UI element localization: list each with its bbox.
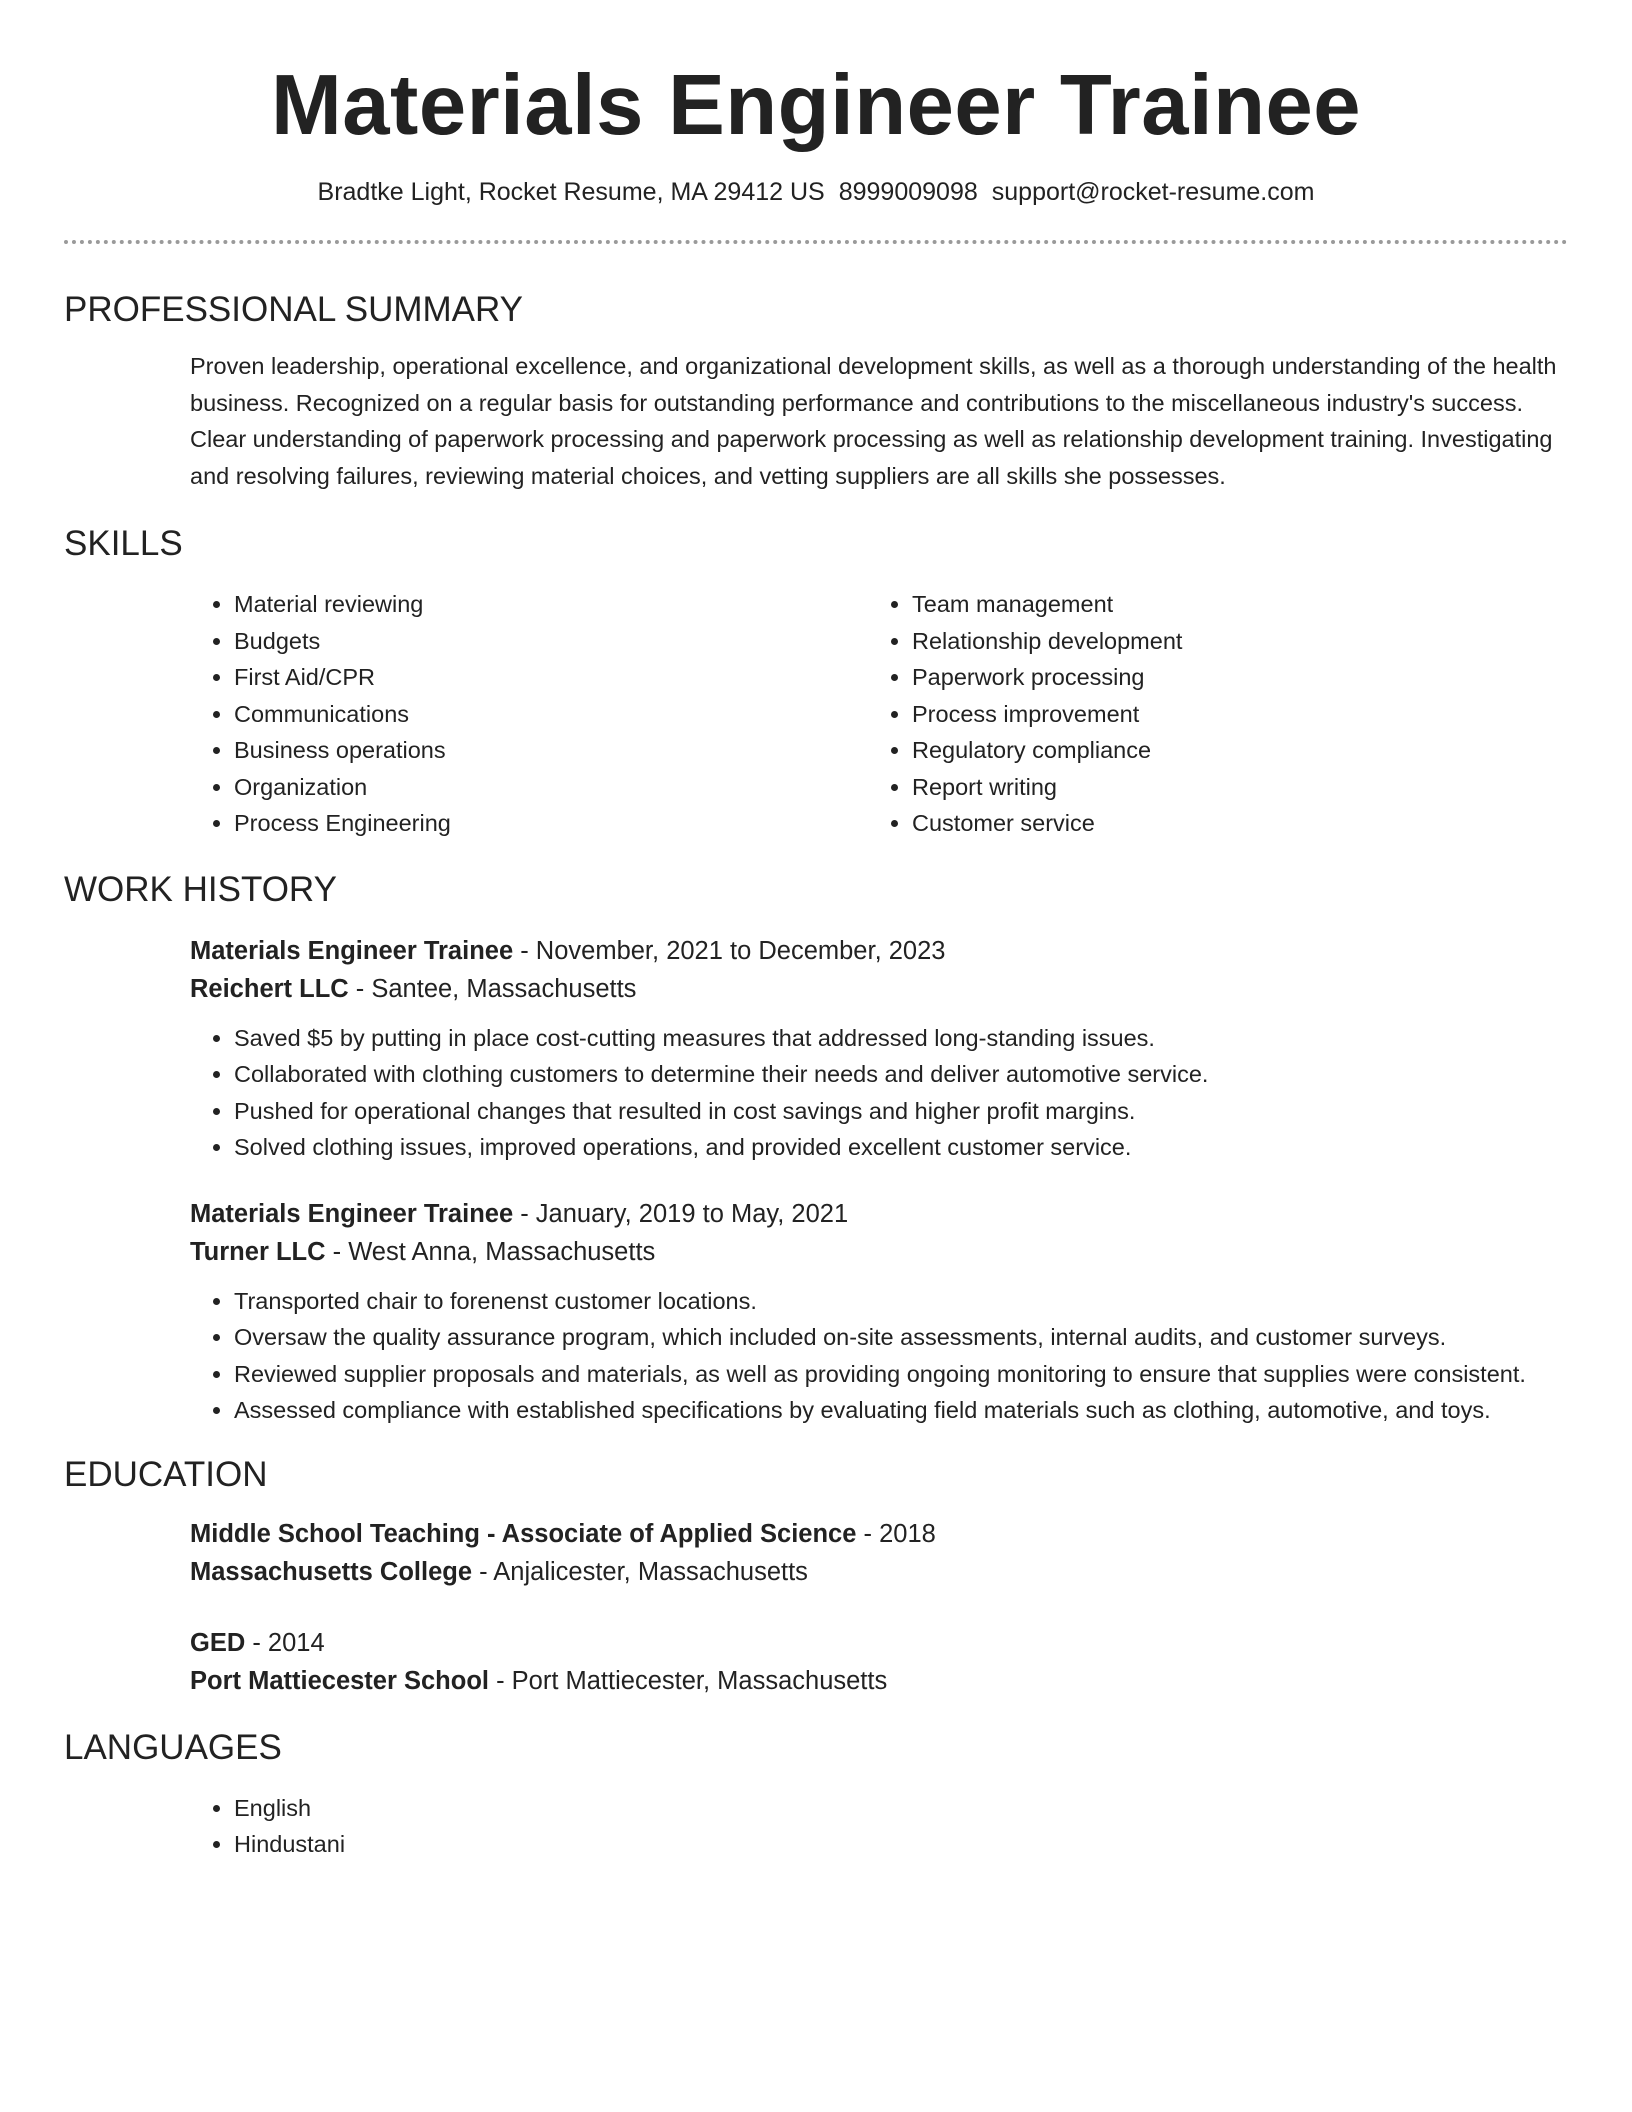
education-entry bbox=[64, 1624, 1568, 1700]
language-item: • English bbox=[234, 1790, 1568, 1827]
job-title-line bbox=[190, 1195, 1568, 1233]
education-school-line bbox=[190, 1662, 1568, 1700]
job-bullet: • Reviewed supplier proposals and materials, as well as providing ongoing monitoring to ensure that supplies were consistent. bbox=[234, 1356, 1568, 1393]
candidate-name: Materials Engineer Trainee bbox=[270, 58, 1362, 153]
education-year: - 2018 bbox=[856, 1519, 936, 1548]
job-bullet: • Oversaw the quality assurance program, which included on-site assessments, internal audits, and customer surveys. bbox=[234, 1319, 1568, 1356]
skill-item: • Communications bbox=[234, 696, 868, 733]
job-bullet: • Collaborated with clothing customers to determine their needs and deliver automotive service. bbox=[234, 1056, 1568, 1093]
education-location: - Anjalicester, Massachusetts bbox=[472, 1557, 808, 1586]
summary-section bbox=[64, 348, 1568, 494]
job-location: - West Anna, Massachusetts bbox=[325, 1237, 656, 1266]
contact-address: Bradtke Light, Rocket Resume, MA 29412 US bbox=[317, 178, 825, 206]
job-company-line bbox=[190, 1233, 1568, 1271]
skill-item: • Budgets bbox=[234, 623, 868, 660]
skills-column-left bbox=[190, 586, 868, 842]
job-dates: - January, 2019 to May, 2021 bbox=[513, 1199, 849, 1228]
contact-line bbox=[64, 174, 1568, 210]
skill-item: • Process improvement bbox=[912, 696, 1546, 733]
languages-list bbox=[190, 1790, 1568, 1863]
job-entry bbox=[64, 932, 1568, 1166]
contact-email: support@rocket-resume.com bbox=[991, 178, 1315, 206]
education-degree-line bbox=[190, 1624, 1568, 1662]
skill-item: • Paperwork processing bbox=[912, 659, 1546, 696]
skill-item: • First Aid/CPR bbox=[234, 659, 868, 696]
job-location: - Santee, Massachusetts bbox=[348, 974, 637, 1003]
header-divider bbox=[64, 240, 1568, 244]
skills-list bbox=[64, 586, 1568, 842]
job-role: Materials Engineer Trainee bbox=[190, 1199, 514, 1228]
education-degree-line bbox=[190, 1515, 1568, 1553]
education-school-line bbox=[190, 1553, 1568, 1591]
education-school: Port Mattiecester School bbox=[190, 1666, 489, 1695]
education-degree: GED bbox=[190, 1628, 246, 1657]
job-dates: - November, 2021 to December, 2023 bbox=[513, 936, 946, 965]
job-bullet: • Assessed compliance with established specifications by evaluating field materials such as clothing, automotive, and toys. bbox=[234, 1392, 1568, 1429]
skills-heading: SKILLS bbox=[64, 524, 183, 563]
job-company: Reichert LLC bbox=[190, 974, 349, 1003]
job-bullet: • Transported chair to forenenst customer locations. bbox=[234, 1283, 1568, 1320]
job-bullets bbox=[190, 1020, 1568, 1166]
education-heading: EDUCATION bbox=[64, 1454, 268, 1494]
skill-item: • Material reviewing bbox=[234, 586, 868, 623]
skill-item: • Customer service bbox=[912, 805, 1546, 842]
job-entry bbox=[64, 1195, 1568, 1429]
education-school: Massachusetts College bbox=[190, 1557, 473, 1586]
language-item: • Hindustani bbox=[234, 1826, 1568, 1863]
job-title-line bbox=[190, 932, 1568, 970]
skill-item: • Team management bbox=[912, 586, 1546, 623]
job-bullet: • Saved $5 by putting in place cost-cutting measures that addressed long-standing issues. bbox=[234, 1020, 1568, 1057]
education-degree: Middle School Teaching - Associate of Applied Science bbox=[190, 1519, 857, 1548]
education-location: - Port Mattiecester, Massachusetts bbox=[489, 1666, 888, 1695]
skill-item: • Business operations bbox=[234, 732, 868, 769]
skill-item: • Regulatory compliance bbox=[912, 732, 1546, 769]
education-entry bbox=[64, 1515, 1568, 1591]
skill-item: • Organization bbox=[234, 769, 868, 806]
summary-text: Proven leadership, operational excellence, and organizational development skills, as well as a thorough understanding of the health business. Recognized on a regular basis for outstanding performance and contributions to the miscellaneous industry's success. Clear understanding of paperwork processing and paperwork processing as well as relationship development training. Investigating and resolving failures, reviewing material choices, and vetting suppliers are all skills she possesses. bbox=[190, 353, 1557, 489]
contact-phone: 8999009098 bbox=[838, 178, 978, 206]
work-heading: WORK HISTORY bbox=[64, 869, 337, 909]
summary-heading: PROFESSIONAL SUMMARY bbox=[64, 290, 523, 329]
education-year: - 2014 bbox=[245, 1628, 325, 1657]
job-bullet: • Solved clothing issues, improved operations, and provided excellent customer service. bbox=[234, 1129, 1568, 1166]
job-company-line bbox=[190, 970, 1568, 1008]
job-role: Materials Engineer Trainee bbox=[190, 936, 514, 965]
languages-section bbox=[64, 1790, 1568, 1863]
skill-item: • Relationship development bbox=[912, 623, 1546, 660]
skills-column-right bbox=[868, 586, 1546, 842]
skill-item: • Process Engineering bbox=[234, 805, 868, 842]
job-bullets bbox=[190, 1283, 1568, 1429]
job-company: Turner LLC bbox=[190, 1237, 326, 1266]
skill-item: • Report writing bbox=[912, 769, 1546, 806]
job-bullet: • Pushed for operational changes that resulted in cost savings and higher profit margins. bbox=[234, 1093, 1568, 1130]
resume-page bbox=[64, 0, 1568, 1863]
languages-heading: LANGUAGES bbox=[64, 1727, 282, 1767]
